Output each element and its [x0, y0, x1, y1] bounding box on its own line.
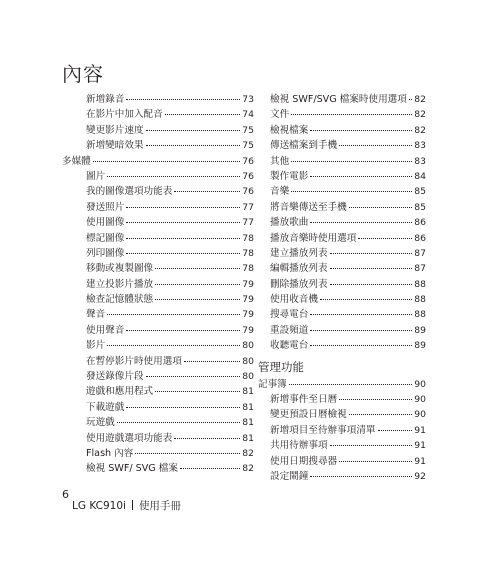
toc-dot-leader: [289, 375, 413, 385]
toc-dot-leader: [117, 413, 241, 423]
toc-entry-label: 播放歌曲: [270, 217, 309, 229]
toc-entry-label: 檢視檔案: [270, 124, 309, 136]
toc-entry-label: 新增變暗效果: [86, 140, 144, 152]
toc-entry-label: 建立播放列表: [270, 247, 328, 259]
toc-dot-leader: [126, 321, 240, 331]
toc-dot-leader: [330, 259, 413, 269]
toc-entry-page: 87: [414, 247, 426, 259]
toc-entry-page: 83: [414, 140, 426, 152]
toc-entry-label: 發送照片: [86, 201, 125, 213]
toc-entry-page: 82: [414, 124, 426, 136]
toc-entry-page: 90: [414, 394, 426, 406]
toc-entry-page: 77: [242, 201, 254, 213]
toc-entry-page: 91: [414, 440, 426, 452]
toc-entry-page: 74: [242, 109, 254, 121]
toc-entry-label: 我的圖像選項功能表: [86, 186, 173, 198]
toc-entry-page: 78: [242, 263, 254, 275]
toc-dot-leader: [349, 198, 413, 208]
toc-entry[interactable]: [62, 461, 254, 476]
toc-dot-leader: [93, 152, 241, 162]
footer-page-number: 6: [62, 488, 69, 501]
toc-entry-label: 製作電影: [270, 170, 309, 182]
toc-dot-leader: [339, 136, 412, 146]
toc-dot-leader: [174, 429, 240, 439]
toc-dot-leader: [135, 444, 240, 454]
toc-right-list: [258, 92, 426, 354]
toc-dot-leader: [310, 213, 412, 223]
toc-dot-leader: [174, 182, 240, 192]
toc-dot-leader: [107, 305, 240, 315]
toc-entry-label: 圖片: [86, 170, 106, 182]
toc-dot-leader: [291, 182, 412, 192]
page-title: 內容: [62, 62, 104, 86]
toc-dot-leader: [126, 90, 240, 100]
toc-entry-label: 玩遊戲: [86, 417, 115, 429]
toc-entry-page: 89: [414, 340, 426, 352]
toc-entry-label: 列印圖像: [86, 247, 125, 259]
toc-entry-page: 86: [414, 217, 426, 229]
section-heading-organizer: 管理功能: [258, 359, 304, 374]
toc-dot-leader: [146, 367, 241, 377]
toc-entry-page: 79: [242, 278, 254, 290]
toc-dot-leader: [310, 305, 412, 315]
toc-entry-label: 聲音: [86, 309, 106, 321]
toc-entry-label: 檢視 SWF/ SVG 檔案: [86, 463, 178, 475]
footer-guide: 使用手冊: [138, 500, 181, 512]
toc-entry-label: 新增錄音: [86, 94, 125, 105]
toc-left-column: [62, 92, 254, 477]
toc-entry-page: 82: [242, 447, 254, 459]
toc-entry-page: 79: [242, 294, 254, 306]
toc-entry-page: 78: [242, 247, 254, 259]
toc-entry-page: 88: [414, 309, 426, 321]
toc-entry-page: 76: [242, 186, 254, 198]
toc-dot-leader: [349, 405, 413, 415]
toc-entry-page: 80: [242, 355, 254, 367]
toc-dot-leader: [339, 390, 412, 400]
toc-entry-label: 使用日期搜尋器: [270, 455, 338, 467]
toc-entry-label: 新增事件至日曆: [270, 394, 338, 406]
toc-dot-leader: [291, 152, 412, 162]
toc-entry-label: 影片: [86, 340, 106, 352]
footer-manual-title: [72, 498, 181, 513]
toc-dot-leader: [107, 336, 240, 346]
toc-dot-leader: [339, 452, 412, 462]
toc-entry-page: 76: [242, 170, 254, 182]
toc-entry[interactable]: [258, 338, 426, 353]
toc-entry-label: 記事簿: [258, 378, 287, 390]
toc-entry-label: 刪除播放列表: [270, 278, 328, 290]
toc-dot-leader: [126, 244, 240, 254]
toc-entry-page: 75: [242, 140, 254, 152]
toc-entry-page: 83: [414, 155, 426, 167]
toc-entry-label: Flash 內容: [86, 447, 134, 459]
toc-dot-leader: [291, 105, 412, 115]
toc-entry-page: 76: [242, 155, 254, 167]
toc-entry-label: 音樂: [270, 186, 290, 198]
toc-entry-page: 81: [242, 386, 254, 398]
toc-dot-leader: [155, 259, 240, 269]
footer-model: LG KC910i: [72, 500, 126, 512]
toc-dot-leader: [155, 290, 240, 300]
toc-entry-label: 發送錄像片段: [86, 371, 144, 383]
toc-dot-leader: [409, 90, 412, 100]
toc-entry-label: 移動或複製圖像: [86, 263, 154, 275]
toc-entry-page: 88: [414, 294, 426, 306]
toc-entry-label: 編輯播放列表: [270, 263, 328, 275]
toc-entry-label: 共用待辦事項: [270, 440, 328, 452]
toc-entry-page: 88: [414, 278, 426, 290]
toc-entry-label: 標記圖像: [86, 232, 125, 244]
toc-dot-leader: [330, 275, 413, 285]
toc-entry-page: 80: [242, 340, 254, 352]
toc-dot-leader: [126, 213, 240, 223]
toc-entry-label: 檢查記憶體狀態: [86, 294, 154, 306]
toc-dot-leader: [165, 105, 241, 115]
toc-entry-label: 變更影片速度: [86, 124, 144, 136]
toc-right-column: [258, 92, 426, 484]
toc-entry-page: 73: [242, 94, 254, 105]
toc-dot-leader: [310, 121, 412, 131]
toc-dot-leader: [330, 244, 413, 254]
toc-dot-leader: [378, 421, 413, 431]
toc-entry-page: 81: [242, 401, 254, 413]
toc-dot-leader: [310, 167, 412, 177]
toc-entry-label: 遊戲和應用程式: [86, 386, 154, 398]
toc-entry-page: 80: [242, 371, 254, 383]
toc-entry-page: 79: [242, 324, 254, 336]
toc-entry-label: 多媒體: [62, 155, 91, 167]
toc-entry-label: 使用圖像: [86, 217, 125, 229]
toc-entry-page: 85: [414, 186, 426, 198]
toc-dot-leader: [310, 321, 412, 331]
toc-entry-label: 在影片中加入配音: [86, 109, 163, 121]
toc-entry-label: 建立投影片播放: [86, 278, 154, 290]
toc-entry-page: 90: [414, 409, 426, 421]
toc-entry-label: 播放音樂時使用選項: [270, 232, 357, 244]
toc-dot-leader: [310, 336, 412, 346]
toc-entry-label: 下載遊戲: [86, 401, 125, 413]
toc-entry-label: 傳送檔案到手機: [270, 140, 338, 152]
toc-dot-leader: [320, 290, 412, 300]
toc-dot-leader: [330, 436, 413, 446]
toc-entry-label: 變更預設日曆檢視: [270, 409, 347, 421]
toc-dot-leader: [126, 229, 240, 239]
toc-dot-leader: [155, 275, 240, 285]
toc-entry-page: 82: [414, 109, 426, 121]
toc-entry-page: 92: [414, 470, 426, 482]
toc-entry-page: 85: [414, 201, 426, 213]
toc-entry-page: 90: [414, 378, 426, 390]
toc-entry-page: 81: [242, 417, 254, 429]
toc-entry-label: 使用遊戲選項功能表: [86, 432, 173, 444]
toc-dot-leader: [146, 136, 241, 146]
toc-entry-label: 重設頻道: [270, 324, 309, 336]
toc-dot-leader: [184, 352, 240, 362]
toc-entry-label: 在暫停影片時使用選項: [86, 355, 182, 367]
toc-entry-page: 89: [414, 324, 426, 336]
toc-entry-page: 91: [414, 424, 426, 436]
toc-entry-page: 91: [414, 455, 426, 467]
toc-entry-label: 設定鬧鐘: [270, 470, 309, 482]
toc-entry-label: 搜尋電台: [270, 309, 309, 321]
toc-entry[interactable]: [258, 469, 426, 484]
toc-entry-page: 82: [242, 463, 254, 475]
toc-entry-label: 使用聲音: [86, 324, 125, 336]
toc-entry-page: 79: [242, 309, 254, 321]
toc-entry-label: 使用收音機: [270, 294, 318, 306]
toc-entry-page: 75: [242, 124, 254, 136]
toc-dot-leader: [126, 198, 240, 208]
toc-entry-label: 收聽電台: [270, 340, 309, 352]
toc-dot-leader: [358, 229, 412, 239]
footer-separator: [132, 500, 133, 510]
toc-entry-page: 81: [242, 432, 254, 444]
toc-entry-page: 82: [414, 94, 426, 105]
toc-entry-page: 87: [414, 263, 426, 275]
toc-entry-label: 檢視 SWF/SVG 檔案時使用選項: [270, 94, 407, 105]
toc-dot-leader: [310, 467, 412, 477]
toc-dot-leader: [126, 398, 240, 408]
toc-entry-page: 86: [414, 232, 426, 244]
toc-entry-label: 新增項目至待辦事項清單: [270, 424, 376, 436]
toc-entry-label: 將音樂傳送至手機: [270, 201, 347, 213]
toc-dot-leader: [180, 459, 240, 469]
toc-entry-page: 77: [242, 217, 254, 229]
toc-entry-label: 文件: [270, 109, 290, 121]
toc-entry-page: 78: [242, 232, 254, 244]
toc-dot-leader: [146, 121, 241, 131]
toc-entry-page: 84: [414, 170, 426, 182]
toc-organizer-list: [258, 377, 426, 485]
toc-dot-leader: [155, 382, 240, 392]
toc-dot-leader: [107, 167, 240, 177]
toc-entry-label: 其他: [270, 155, 290, 167]
